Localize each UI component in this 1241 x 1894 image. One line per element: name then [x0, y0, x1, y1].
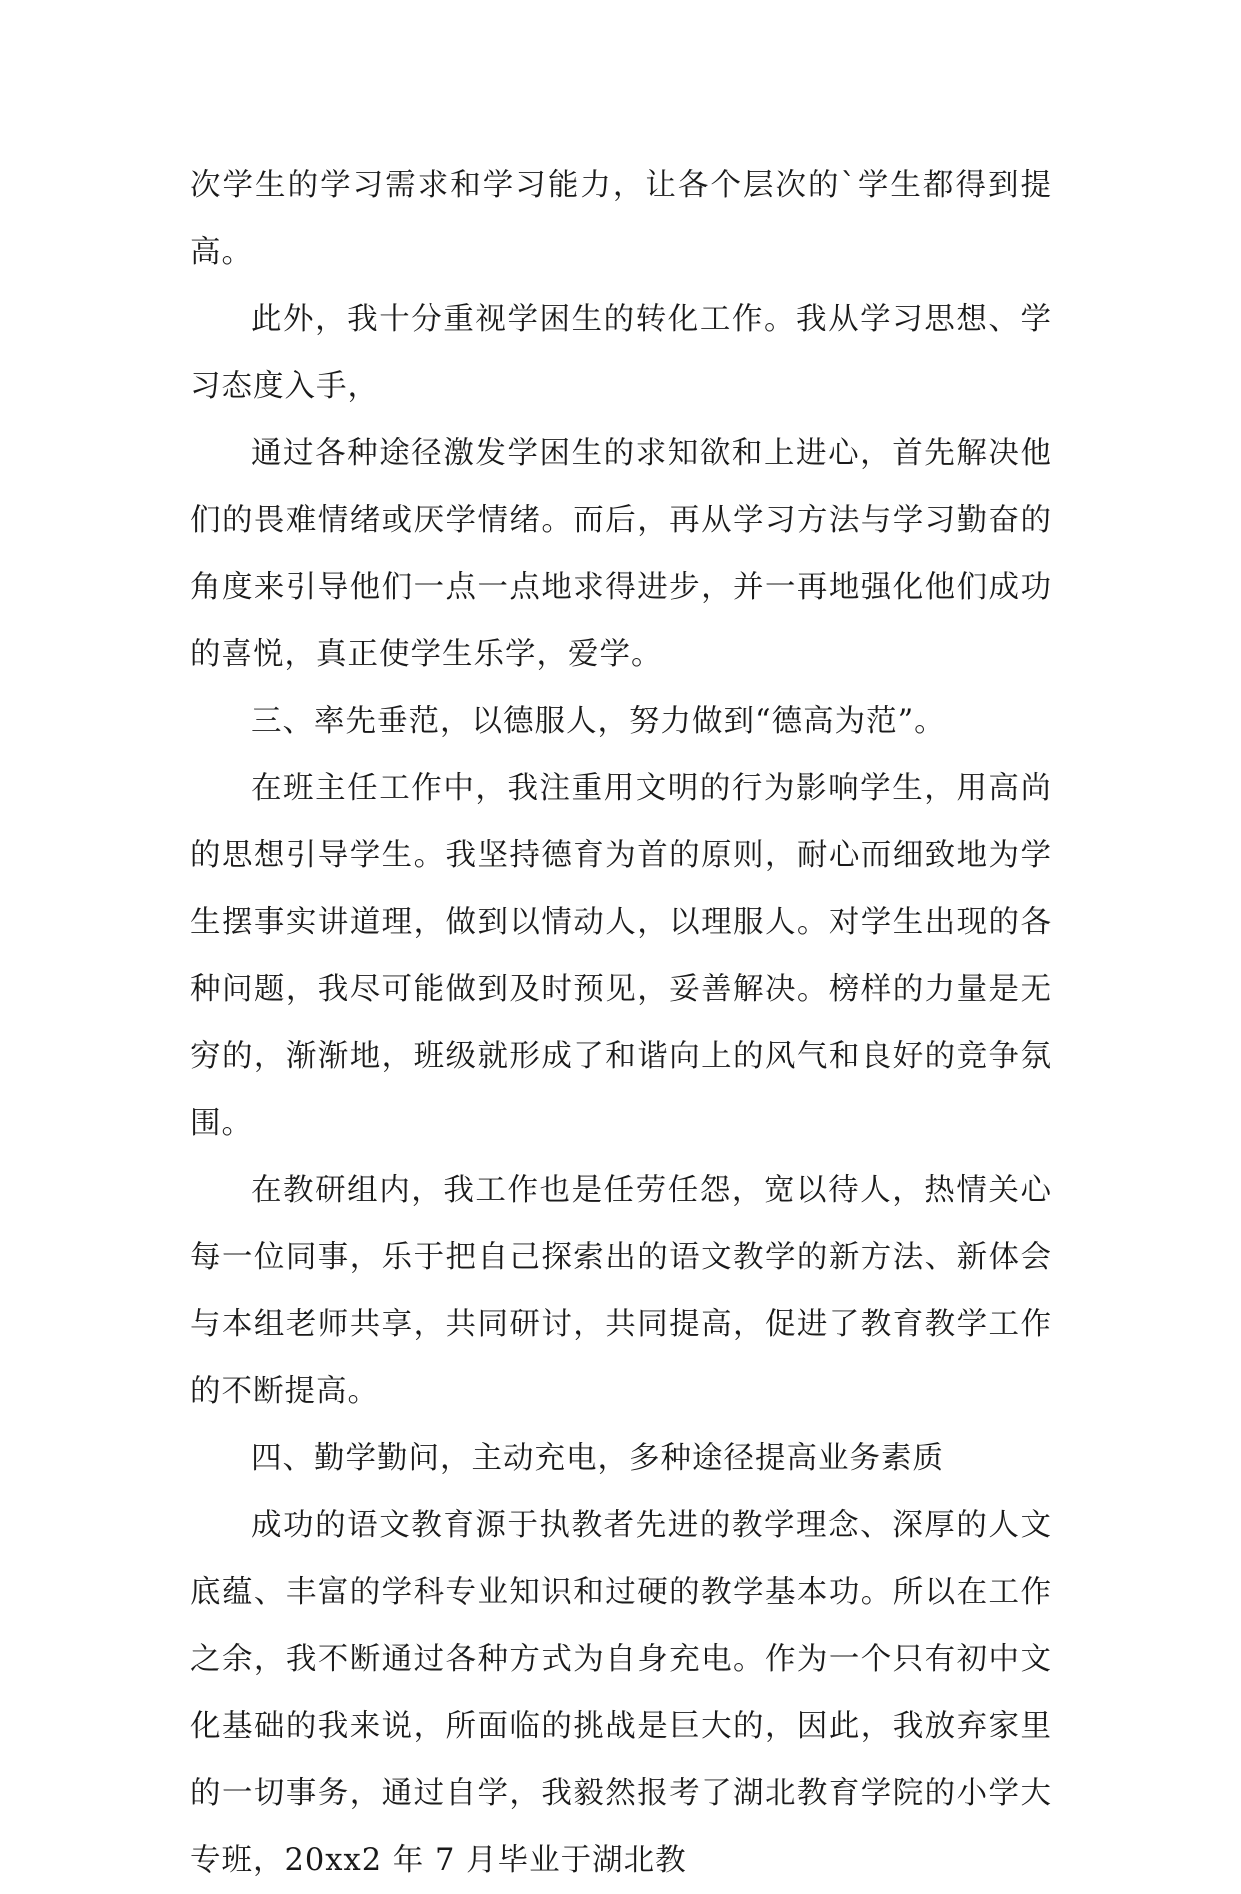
paragraph-continuation: 次学生的学习需求和学习能力，让各个层次的`学生都得到提高。	[190, 168, 1052, 270]
section-heading-3: 三、率先垂范，以德服人，努力做到“德高为范”。	[251, 704, 946, 739]
paragraph-motivation-methods: 通过各种途径激发学困生的求知欲和上进心，首先解决他们的畏难情绪或厌学情绪。而后，再从学习方法与学习勤奋的角度来引导他们一点一点地求得进步，并一再地强化他们成功的喜悦，真正使学生乐学，爱学。	[190, 436, 1052, 672]
paragraph-teaching-research-group: 在教研组内，我工作也是任劳任怨，宽以待人，热情关心每一位同事，乐于把自己探索出的语文教学的新方法、新体会与本组老师共享，共同研讨，共同提高，促进了教育教学工作的不断提高。	[190, 1173, 1052, 1409]
document-body	[190, 152, 1052, 1894]
section-heading-4: 四、勤学勤问，主动充电，多种途径提高业务素质	[251, 1441, 944, 1476]
paragraph-class-teacher-work: 在班主任工作中，我注重用文明的行为影响学生，用高尚的思想引导学生。我坚持德育为首的原则，耐心而细致地为学生摆事实讲道理，做到以情动人，以理服人。对学生出现的各种问题，我尽可能做到及时预见，妥善解决。榜样的力量是无穷的，渐渐地，班级就形成了和谐向上的风气和良好的竞争氛围。	[190, 771, 1052, 1141]
paragraph-self-improvement: 成功的语文教育源于执教者先进的教学理念、深厚的人文底蕴、丰富的学科专业知识和过硬的教学基本功。所以在工作之余，我不断通过各种方式为自身充电。作为一个只有初中文化基础的我来说，所面临的挑战是巨大的，因此，我放弃家里的一切事务，通过自学，我毅然报考了湖北教育学院的小学大专班，20xx2 年 7 月毕业于湖北教	[190, 1508, 1052, 1878]
paragraph-struggling-students: 此外，我十分重视学困生的转化工作。我从学习思想、学习态度入手，	[190, 302, 1052, 404]
